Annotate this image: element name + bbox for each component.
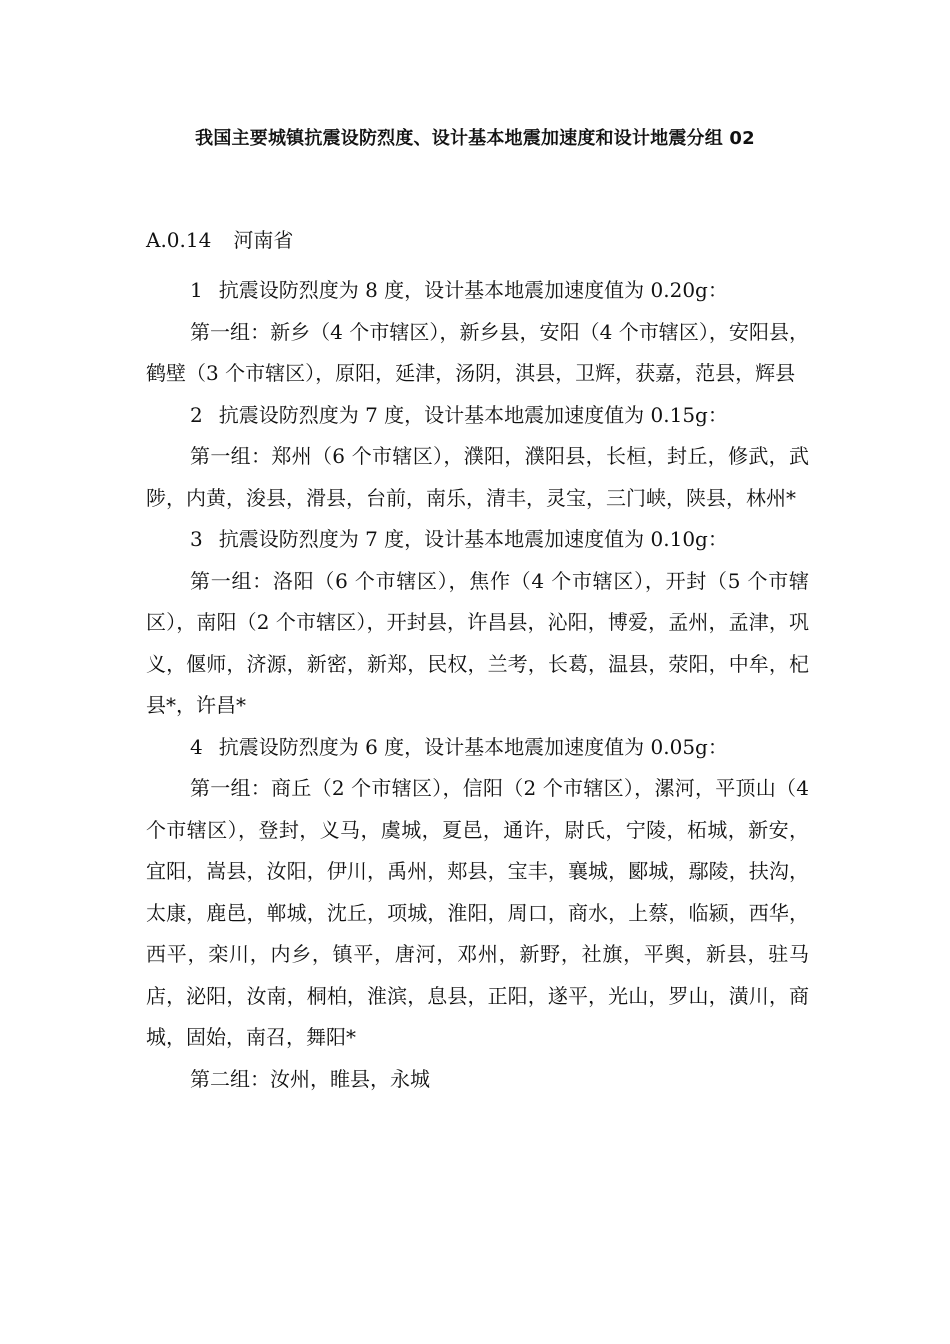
item-number: 2: [190, 402, 203, 427]
item-number: 3: [190, 527, 203, 551]
item-number: 1: [190, 278, 203, 302]
item-number: 4: [190, 734, 203, 759]
section-number: A.0.14: [146, 228, 212, 252]
group-paragraph: 第一组：商丘（2 个市辖区），信阳（2 个市辖区），漯河，平顶山（4 个市辖区），登封，义马，虞城，夏邑，通许，尉氏，宁陵，柘城，新安，宜阳，嵩县，汝阳，伊川，禹州，郏县，宝丰，襄城，郾城，鄢陵，扶沟，太康，鹿邑，郸城，沈丘，项城，淮阳，周口，商水，上蔡，临颍，西华，西平，栾川，内乡，镇平，唐河，邓州，新野，社旗，平舆，新县，驻马店，泌阳，汝南，桐柏，淮滨，息县，正阳，遂平，光山，罗山，潢川，商城，固始，南召，舞阳*: [146, 776, 809, 1049]
section-name: 河南省: [233, 228, 294, 252]
group-paragraph: 第一组：郑州（6 个市辖区），濮阳，濮阳县，长桓，封丘，修武，武陟，内黄，浚县，滑县，台前，南乐，清丰，灵宝，三门峡，陕县，林州*: [146, 444, 809, 510]
group-paragraph: 第一组：洛阳（6 个市辖区），焦作（4 个市辖区），开封（5 个市辖区），南阳（2 个市辖区），开封县，许昌县，沁阳，博爱，孟州，孟津，巩义，偃师，济源，新密，新郑，民权，兰考，长葛，温县，荥阳，中牟，杞县*，许昌*: [146, 568, 809, 717]
item-text: 抗震设防烈度为 6 度，设计基本地震加速度值为 0.05g：: [218, 734, 728, 759]
group-paragraph: 第一组：新乡（4 个市辖区），新乡县，安阳（4 个市辖区），安阳县，鹤壁（3 个市辖区），原阳，延津，汤阴，淇县，卫辉，获嘉，范县，辉县: [146, 319, 809, 385]
item-text: 抗震设防烈度为 8 度，设计基本地震加速度值为 0.20g：: [218, 278, 728, 302]
document-body: [146, 270, 809, 1100]
intensity-item: [146, 395, 809, 437]
intensity-item: [146, 270, 809, 312]
intensity-item: [146, 519, 809, 561]
item-text: 抗震设防烈度为 7 度，设计基本地震加速度值为 0.15g：: [218, 402, 728, 427]
document-title: 我国主要城镇抗震设防烈度、设计基本地震加速度和设计地震分组 02: [195, 128, 755, 149]
item-text: 抗震设防烈度为 7 度，设计基本地震加速度值为 0.10g：: [218, 527, 728, 551]
section-heading: [146, 226, 293, 254]
group-paragraph: 第二组：汝州，睢县，永城: [190, 1066, 430, 1091]
intensity-item: [146, 727, 809, 769]
